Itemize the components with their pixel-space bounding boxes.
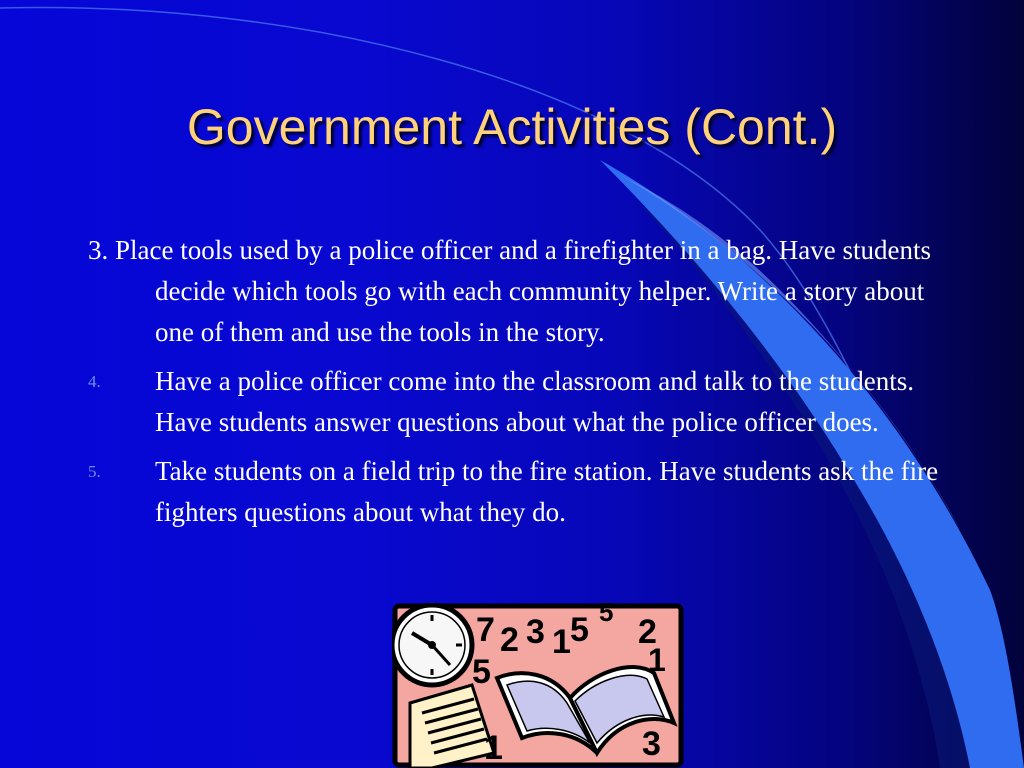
slide-title: Government Activities (Cont.) [186,99,838,155]
slide-body [88,230,948,541]
clipart-number: 5 [570,611,589,649]
list-item [88,451,948,533]
clipart-number: 2 [638,613,657,651]
clipart-book-clock-numbers [392,603,684,768]
list-item [88,361,948,443]
clipart-number: 3 [526,613,545,651]
clipart-number: 2 [500,621,519,659]
list-item-number: 4. [88,372,101,391]
clipart-number: 5 [599,603,614,627]
list-item-text: Take students on a field trip to the fire station. Have students ask the fire fighters questions about what they do. [155,456,939,527]
clipart-number: 1 [484,729,503,767]
list-item-number: 5. [88,462,101,481]
list-item [88,230,948,353]
clipart-number: 3 [642,725,661,763]
clipart-number: 7 [476,611,495,649]
list-item-text: Have a police officer come into the classroom and talk to the students. Have students answer questions about what the police officer does. [155,366,915,437]
list-item-text: 3. Place tools used by a police officer and a firefighter in a bag. Have students decide which tools go with each community helper. Write a story about one of them and use the tools in the story. [88,235,931,347]
clipart-number: 1 [552,623,571,661]
clipart-number: 1 [648,642,666,678]
clock-icon [392,605,472,685]
clipart-number: 5 [472,653,491,691]
